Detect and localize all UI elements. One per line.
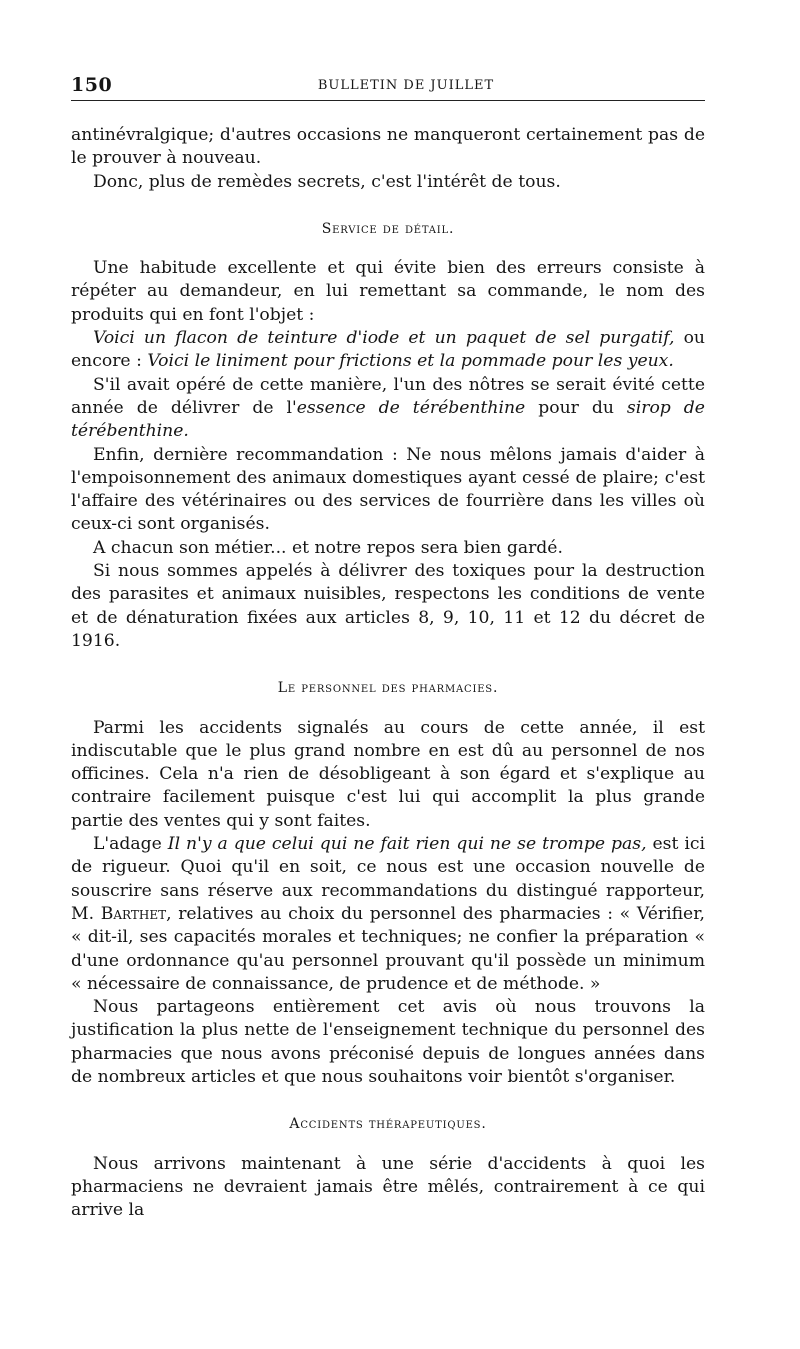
paragraph [71,327,705,374]
paragraph: antinévralgique; d'autres occasions ne manqueront certainement pas de le prouver à nouveau. [71,125,705,169]
italic-text: Voici un flacon de teinture d'iode et un paquet de sel purgatif, [93,328,675,349]
page-number: 150 [71,74,113,96]
paragraph: A chacun son métier... et notre repos sera bien gardé. [93,537,563,558]
running-title: BULLETIN DE JUILLET [317,78,495,93]
paragraph: Nous arrivons maintenant à une série d'accidents à quoi les pharmaciens ne devraient jamais être mêlés, contrairement à ce qui arrive la [71,1153,705,1221]
italic-text: sirop de térébenthine. [71,397,705,442]
section-heading: Le personnel des pharmacies. [277,680,499,697]
paragraph [71,374,705,444]
italic-text: Voici le liniment pour frictions et la pommade pour les yeux. [147,351,674,372]
text-run: S'il avait opéré de cette manière, l'un des nôtres se serait évité cette année de délivrer de l' [71,374,705,418]
text-run: est ici de rigueur. Quoi qu'il en soit, ce nous est une occasion nouvelle de souscrire sans réserve aux recommandations du distingué rapporteur, M. [71,834,705,924]
paragraph: Enfin, dernière recommandation : Ne nous mêlons jamais d'aider à l'empoisonnement des animaux domestiques ayant cessé de plaire; c'est l'affaire des vétérinaires ou des services de fourrière dans les villes où ceux-ci sont organisés. [71,444,705,535]
paragraph: Une habitude excellente et qui évite bien des erreurs consiste à répéter au demandeur, en lui remettant sa commande, le nom des produits qui en font l'objet : [71,258,705,325]
paragraph: Parmi les accidents signalés au cours de cette année, il est indiscutable que le plus grand nombre en est dû au personnel de nos officines. Cela n'a rien de désobligeant à son égard et s'explique au contraire facilement puisque c'est lui qui accomplit la plus grande partie des ventes qui y sont faites. [71,717,705,831]
section-heading: Accidents thérapeutiques. [289,1116,487,1133]
text-run: , relatives au choix du personnel des pharmacies : « Vérifier, « dit-il, ses capacités morales et techniques; ne confier la préparation « d'une ordonnance qu'au personnel prouvant qu'il possède un minimum « nécessaire de connaissance, de prudence et de méthode. » [71,903,706,994]
paragraph: Nous partageons entièrement cet avis où nous trouvons la justification la plus nette de l'enseignement technique du personnel des pharmacies que nous avons préconisé depuis de longues années dans de nombreux articles et que nous souhaitons voir bientôt s'organiser. [71,997,705,1087]
paragraph [71,833,705,996]
italic-text: Il n'y a que celui qui ne fait rien qui ne se trompe pas, [167,834,647,855]
author-name: Barthet [100,903,167,924]
paragraph: Donc, plus de remèdes secrets, c'est l'intérêt de tous. [93,171,561,192]
text-run: pour du [525,397,627,418]
article-body [71,124,705,1222]
italic-text: essence de térébenthine [296,397,526,418]
paragraph: Si nous sommes appelés à délivrer des toxiques pour la destruction des parasites et animaux nuisibles, respectons les conditions de vente et de dénaturation fixées aux articles 8, 9, 10, 11 et 12 du décret de 1916. [71,561,705,651]
text-run: ou encore : [71,328,705,372]
page-header [71,72,705,101]
section-heading: Service de détail. [321,220,455,237]
text-run: L'adage [93,834,168,855]
